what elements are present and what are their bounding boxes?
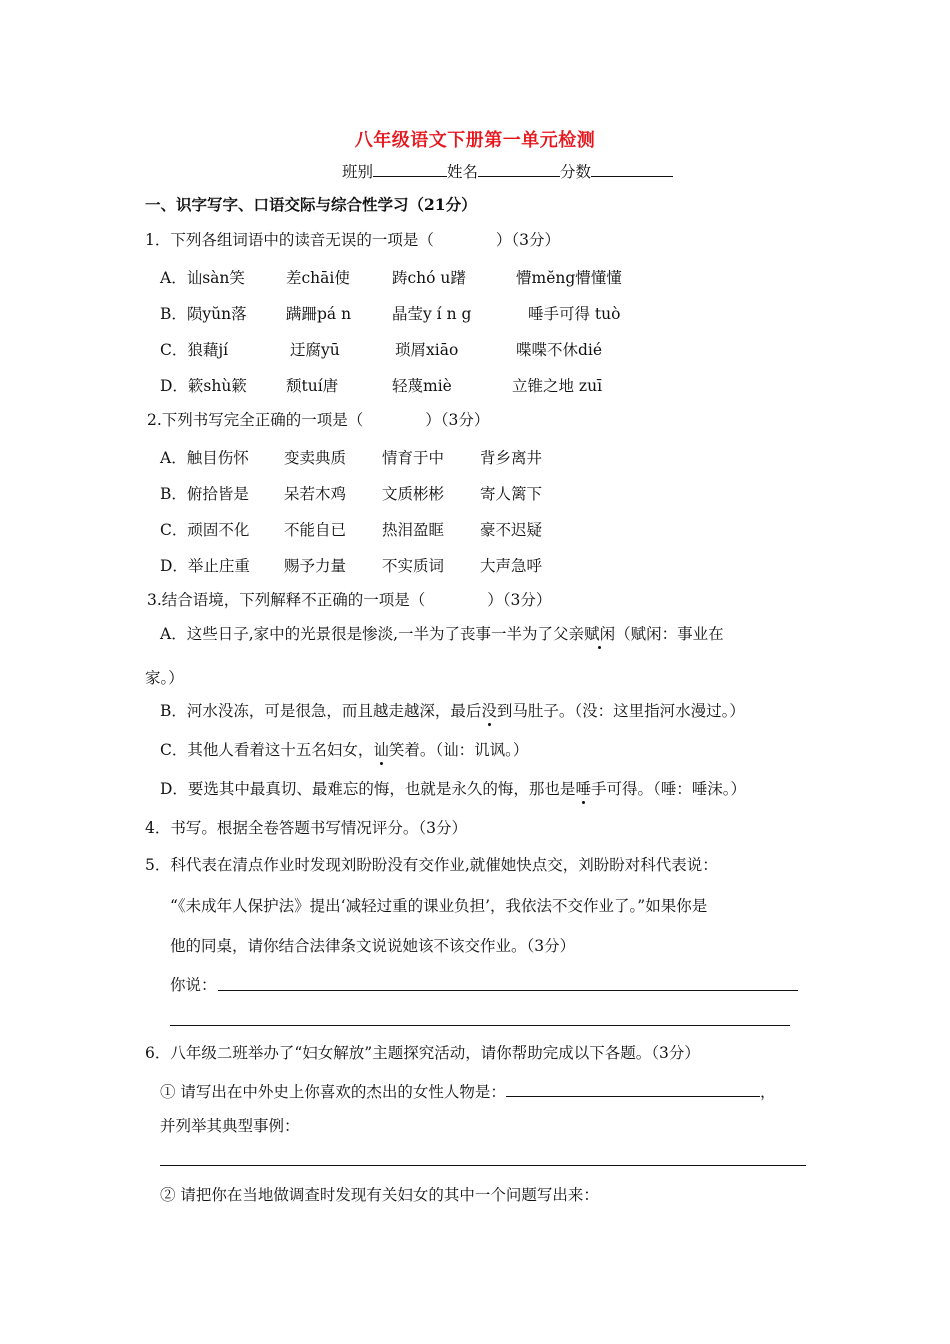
- option-cell: D．举止庄重: [160, 557, 250, 575]
- name-field[interactable]: [478, 160, 560, 177]
- emphasis-word: 讪: [373, 741, 389, 759]
- option-text: 到马肚子。（没：这里指河水漫过。）: [496, 702, 745, 720]
- question-6-part-2: ② 请把你在当地做调查时发现有关妇女的其中一个问题写出来：: [160, 1186, 599, 1204]
- option-cell: 赐予力量: [284, 557, 347, 575]
- option-cell: 背乡离井: [480, 449, 543, 467]
- question-5-stem: 5．科代表在清点作业时发现刘盼盼没有交作业,就催她快点交，刘盼盼对科代表说：: [145, 856, 718, 874]
- option-cell: A．触目伤怀: [160, 449, 249, 467]
- option-cell: 踌chó u躇: [392, 269, 466, 287]
- option-cell: 轻蔑miè: [392, 377, 452, 395]
- option-text: （赋闲：事业在: [615, 625, 724, 643]
- question-3-option-a-continued: 家。）: [145, 669, 184, 687]
- option-cell: 大声急呼: [480, 557, 543, 575]
- option-text: C．其他人看着这十五名妇女，: [160, 741, 374, 759]
- emphasis-word: 赋闲: [584, 625, 616, 643]
- option-cell: B．陨yŭn落: [160, 305, 247, 323]
- question-3-stem: 3.结合语境，下列解释不正确的一项是（ ）（3分）: [147, 591, 552, 609]
- option-cell: C．狼藉jí: [160, 341, 229, 359]
- emphasis-word: 唾: [575, 780, 591, 798]
- question-1-stem: 1．下列各组词语中的读音无误的一项是（ ）（3分）: [145, 231, 560, 249]
- option-text: B．河水没冻，可是很急，而且越走越深，最后: [160, 702, 482, 720]
- option-text: 手可得。（唾：唾沫。）: [590, 780, 746, 798]
- option-cell: 迂腐yū: [290, 341, 340, 359]
- option-cell: 情育于中: [382, 449, 445, 467]
- emphasis-word: 没: [481, 702, 497, 720]
- part-text: ，: [759, 1083, 776, 1101]
- score-label: 分数: [560, 163, 592, 181]
- question-6-part-1: [160, 1080, 775, 1102]
- option-cell: 不能自已: [284, 521, 347, 539]
- part-text: ① 请写出在中外史上你喜欢的杰出的女性人物是：: [160, 1083, 506, 1101]
- option-cell: A．讪sàn笑: [160, 269, 245, 287]
- question-6-part-1-blank[interactable]: [506, 1080, 760, 1097]
- option-cell: 唾手可得 tuò: [528, 305, 621, 323]
- question-3-option-c: [160, 740, 528, 760]
- question-3-option-b: [160, 701, 745, 721]
- question-5-answer-label: 你说：: [170, 976, 217, 994]
- question-5-quote: “《未成年人保护法》提出‘减轻过重的课业负担’，我依法不交作业了。”如果你是: [170, 897, 708, 915]
- option-cell: 豪不迟疑: [480, 521, 543, 539]
- question-5-answer-line-1[interactable]: [218, 990, 798, 991]
- option-text: 笑着。（讪：讥讽。）: [388, 741, 529, 759]
- option-cell: B．俯拾皆是: [160, 485, 249, 503]
- option-cell: 不实质词: [382, 557, 445, 575]
- option-cell: 颓tuí唐: [286, 377, 339, 395]
- score-field[interactable]: [591, 160, 673, 177]
- question-6-stem: 6．八年级二班举办了“妇女解放”主题探究活动，请你帮助完成以下各题。（3分）: [145, 1044, 700, 1062]
- option-text: D．要选其中最真切、最难忘的悔，也就是永久的悔，那也是: [160, 780, 576, 798]
- option-cell: 懵mĕng懵懂懂: [516, 269, 622, 287]
- option-cell: 喋喋不休dié: [516, 341, 603, 359]
- question-5-ask: 他的同桌，请你结合法律条文说说她该不该交作业。（3分）: [170, 937, 576, 955]
- question-3-option-a: [160, 624, 724, 644]
- option-cell: 蹒跚pá n: [286, 305, 352, 323]
- option-text: A．这些日子,家中的光景很是惨淡,一半为了丧事一半为了父亲: [160, 625, 585, 643]
- question-4-stem: 4．书写。根据全卷答题书写情况评分。（3分）: [145, 819, 467, 837]
- option-cell: 差chāi使: [286, 269, 350, 287]
- option-cell: 变卖典质: [284, 449, 347, 467]
- option-cell: 立锥之地 zuī: [512, 377, 603, 395]
- option-cell: D．簌shù簌: [160, 377, 247, 395]
- class-field[interactable]: [373, 160, 447, 177]
- section-heading: 一、识字写字、口语交际与综合性学习（21分）: [145, 195, 477, 214]
- option-cell: 文质彬彬: [382, 485, 445, 503]
- page-title: 八年级语文下册第一单元检测: [354, 130, 596, 151]
- question-2-stem: 2.下列书写完全正确的一项是（ ）（3分）: [147, 411, 490, 429]
- option-cell: 热泪盈眶: [382, 521, 445, 539]
- question-6-part-1-continued: 并列举其典型事例：: [160, 1117, 300, 1135]
- option-cell: C．顽固不化: [160, 521, 250, 539]
- option-cell: 寄人篱下: [480, 485, 543, 503]
- question-3-option-d: [160, 779, 746, 799]
- student-info-line: [342, 160, 673, 182]
- question-6-answer-line[interactable]: [160, 1165, 806, 1166]
- class-label: 班别: [342, 163, 374, 181]
- option-cell: 晶莹y í n g: [392, 305, 472, 323]
- option-cell: 呆若木鸡: [284, 485, 347, 503]
- option-cell: 琐屑xiāo: [395, 341, 459, 359]
- question-5-answer-line-2[interactable]: [170, 1025, 790, 1026]
- name-label: 姓名: [447, 163, 479, 181]
